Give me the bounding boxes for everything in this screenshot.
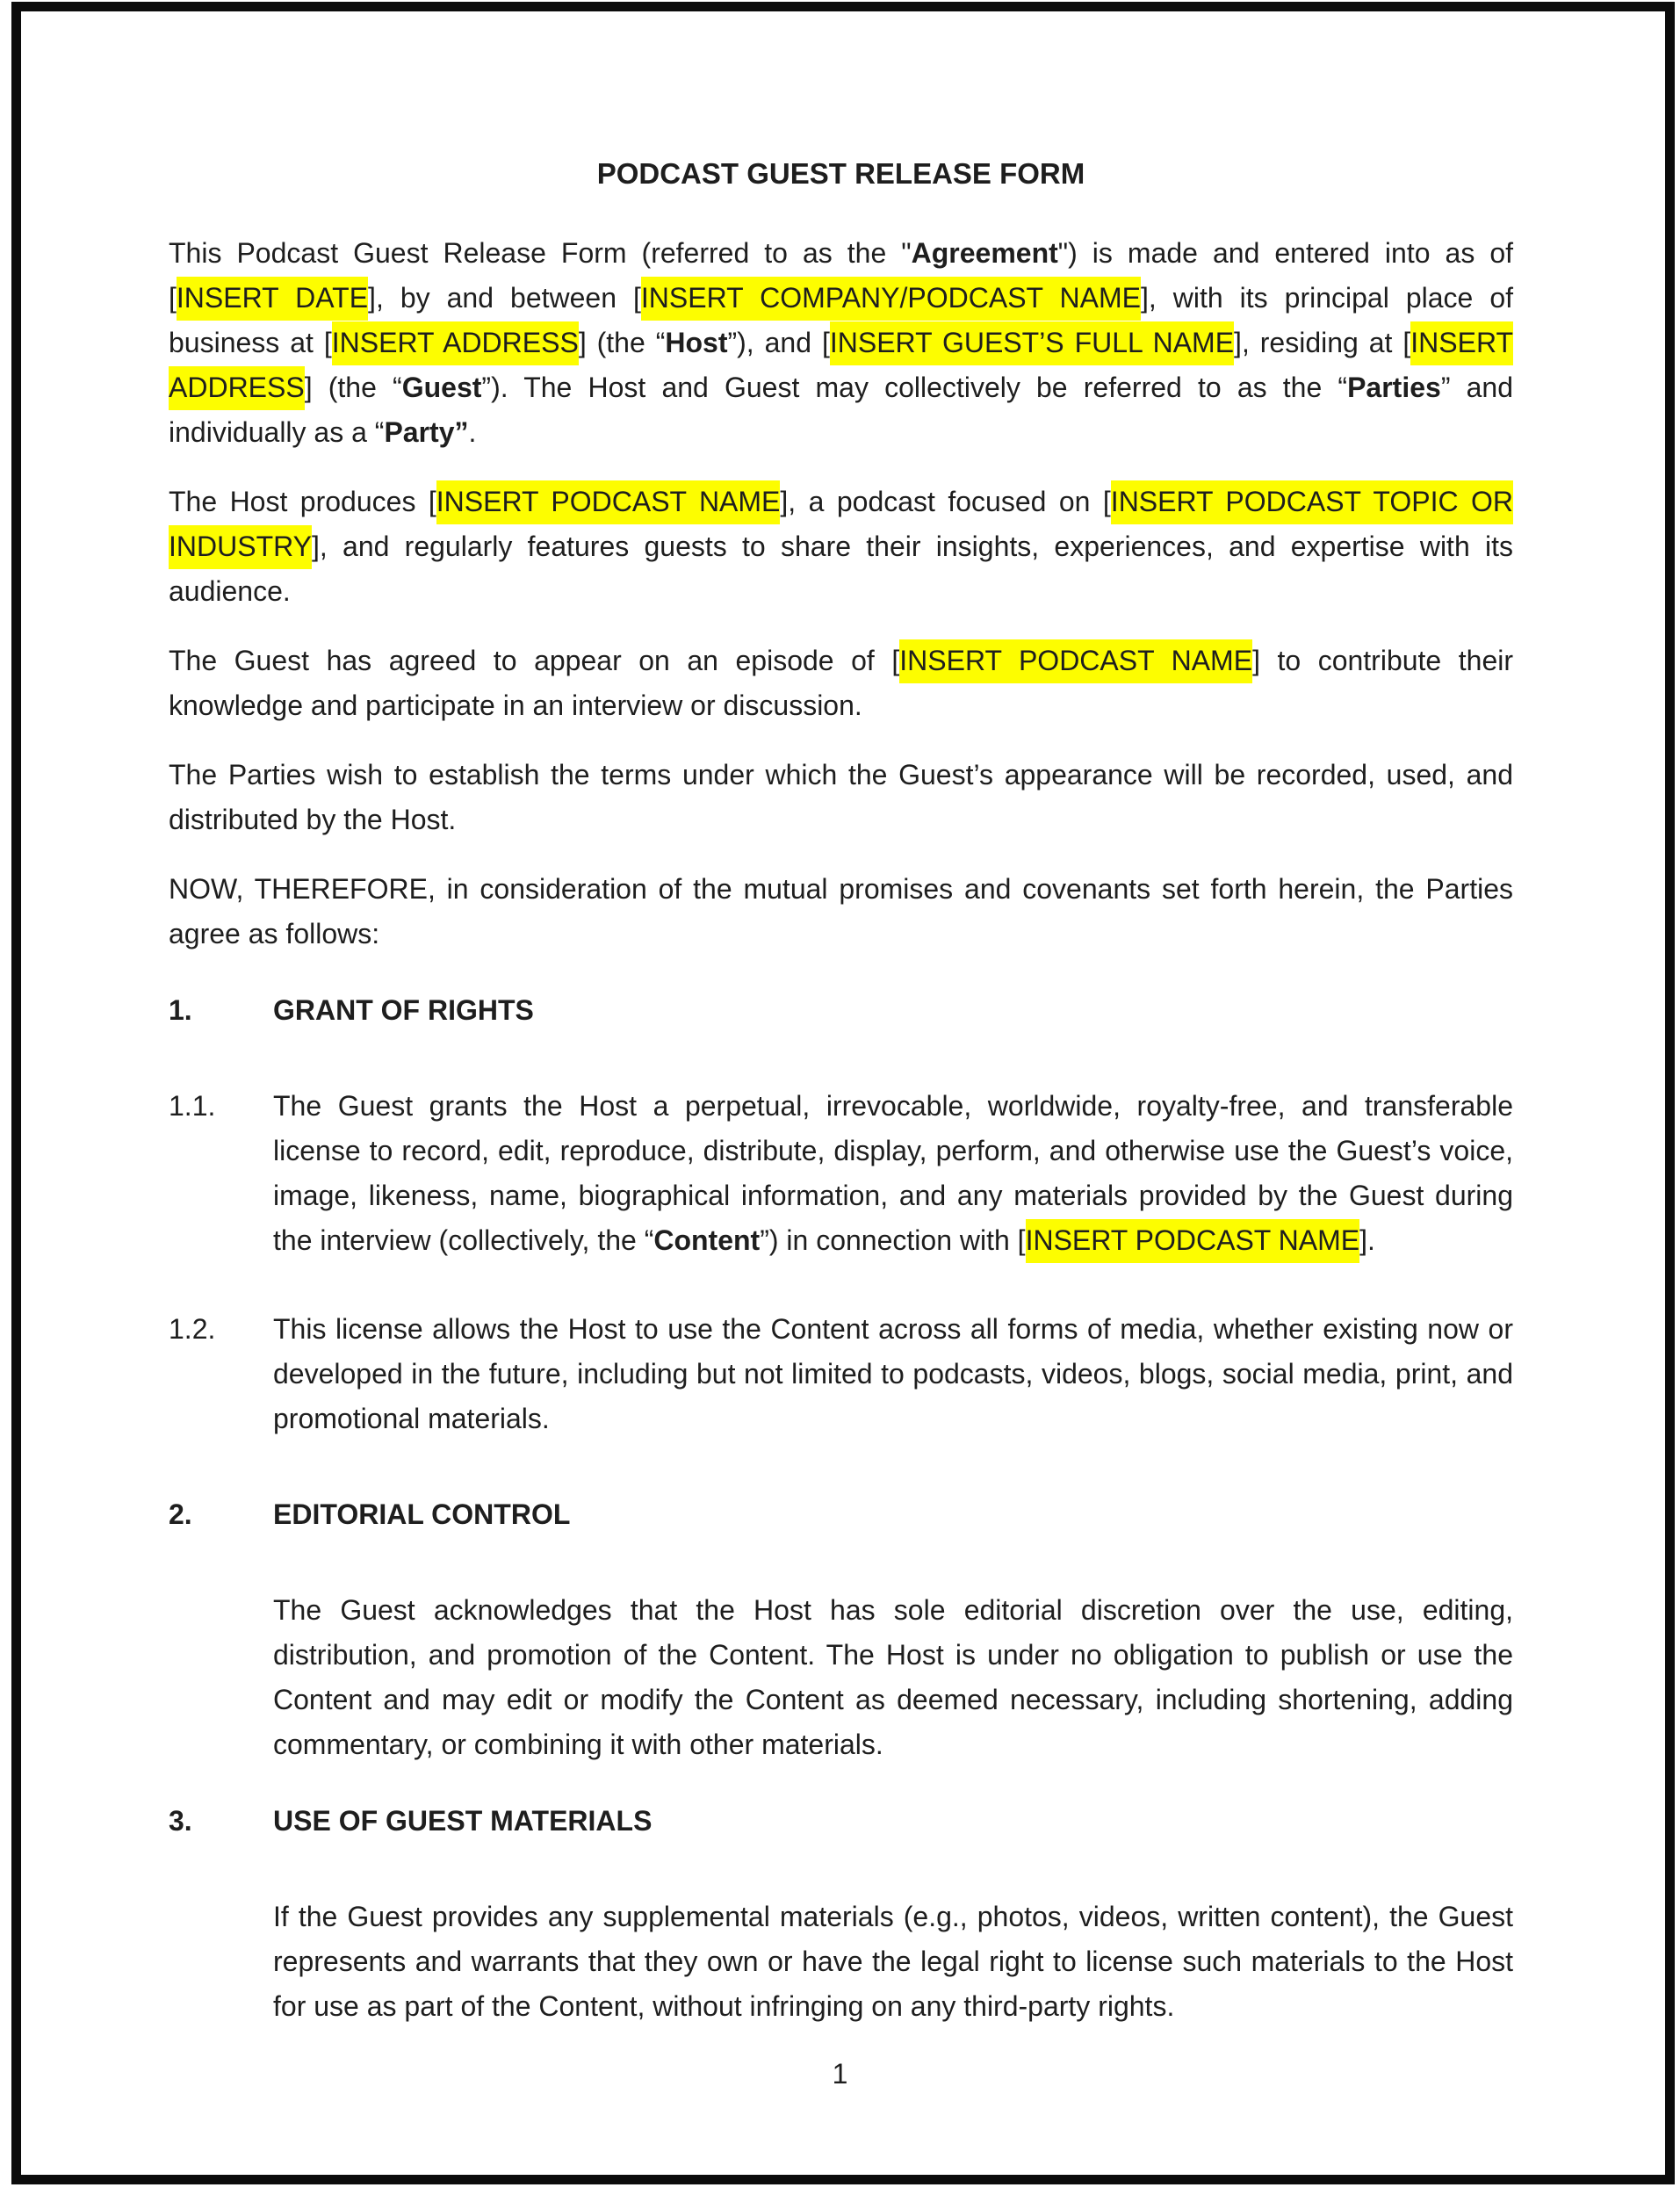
section-3-heading — [169, 1799, 1513, 1844]
list-item-1-1-text: The Guest grants the Host a perpetual, irrevocable, worldwide, royalty-free, and transferable license to record, edit, reproduce, distribute, display, perform, and otherwise use the Guest’s voice, image, likeness, name, biographical information, and any materials provided by the Guest during the interview (collectively, the “Content”) in connection with [INSERT PODCAST NAME]. — [273, 1084, 1513, 1263]
section-3-body: If the Guest provides any supplemental materials (e.g., photos, videos, written content), the Guest represents and warrants that they own or have the legal right to license such materials to the Host for use as part of the Content, without infringing on any third-party rights. — [273, 1901, 1513, 2022]
intro-paragraph-3: The Guest has agreed to appear on an episode of [INSERT PODCAST NAME] to contribute their knowledge and participate in an interview or discussion. — [169, 639, 1513, 728]
intro-paragraph-2: The Host produces [INSERT PODCAST NAME], a podcast focused on [INSERT PODCAST TOPIC OR INDUSTRY], and regularly features guests to share their insights, experiences, and expertise with its audience. — [169, 480, 1513, 614]
page-number-footer: 1 — [832, 2058, 848, 2090]
intro-paragraph-4: The Parties wish to establish the terms under which the Guest’s appearance will be recorded, used, and distributed by the Host. — [169, 759, 1513, 835]
highlighted-placeholder: INSERT GUEST’S FULL NAME — [830, 321, 1234, 365]
section-2-body: The Guest acknowledges that the Host has sole editorial discretion over the use, editing, distribution, and promotion of the Content. The Host is under no obligation to publish or use the Content and may edit or modify the Content as deemed necessary, including shortening, adding commentary, or combining it with other materials. — [273, 1594, 1513, 1760]
intro-paragraph-1: This Podcast Guest Release Form (referred to as the "Agreement") is made and entered into as of [INSERT DATE], by and between [INSERT COMPANY/PODCAST NAME], with its principal place of business at [INSERT ADDRESS] (the “Host”), and [INSERT GUEST’S FULL NAME], residing at [INSERT ADDRESS] (the “Guest”). The Host and Guest may collectively be referred to as the “Parties” and individually as a “Party”. — [169, 237, 1514, 448]
section-1-number: 1. — [169, 994, 192, 1026]
section-2-heading-label: EDITORIAL CONTROL — [273, 1498, 571, 1530]
highlighted-placeholder: INSERT PODCAST TOPIC OR INDUSTRY — [169, 480, 1513, 569]
document-title: PODCAST GUEST RELEASE FORM — [596, 157, 1085, 190]
list-item-1-2-text: This license allows the Host to use the Content across all forms of media, whether existing now or developed in the future, including but not limited to podcasts, videos, blogs, social media, print, and promotional materials. — [273, 1313, 1513, 1434]
intro-paragraph-5: NOW, THEREFORE, in consideration of the mutual promises and covenants set forth herein, the Parties agree as follows: — [169, 873, 1513, 949]
section-3-number: 3. — [169, 1805, 192, 1837]
section-2-heading — [169, 1492, 1513, 1537]
section-3-heading-label: USE OF GUEST MATERIALS — [273, 1805, 653, 1837]
document-content — [169, 151, 1513, 2054]
highlighted-placeholder: INSERT PODCAST NAME — [899, 639, 1252, 683]
highlighted-placeholder: INSERT COMPANY/PODCAST NAME — [641, 277, 1141, 321]
highlighted-placeholder: INSERT PODCAST NAME — [1026, 1219, 1360, 1263]
list-item-1-2-number: 1.2. — [169, 1313, 216, 1345]
list-item-1-2 — [169, 1307, 1513, 1441]
highlighted-placeholder: INSERT DATE — [177, 277, 368, 321]
section-2-number: 2. — [169, 1498, 192, 1530]
section-1-heading — [169, 988, 1513, 1033]
highlighted-placeholder: INSERT ADDRESS — [169, 321, 1513, 410]
list-item-1-1-number: 1.1. — [169, 1090, 216, 1122]
section-1-heading-label: GRANT OF RIGHTS — [273, 994, 534, 1026]
highlighted-placeholder: INSERT PODCAST NAME — [436, 480, 781, 524]
list-item-1-1 — [169, 1084, 1513, 1263]
highlighted-placeholder: INSERT ADDRESS — [332, 321, 579, 365]
